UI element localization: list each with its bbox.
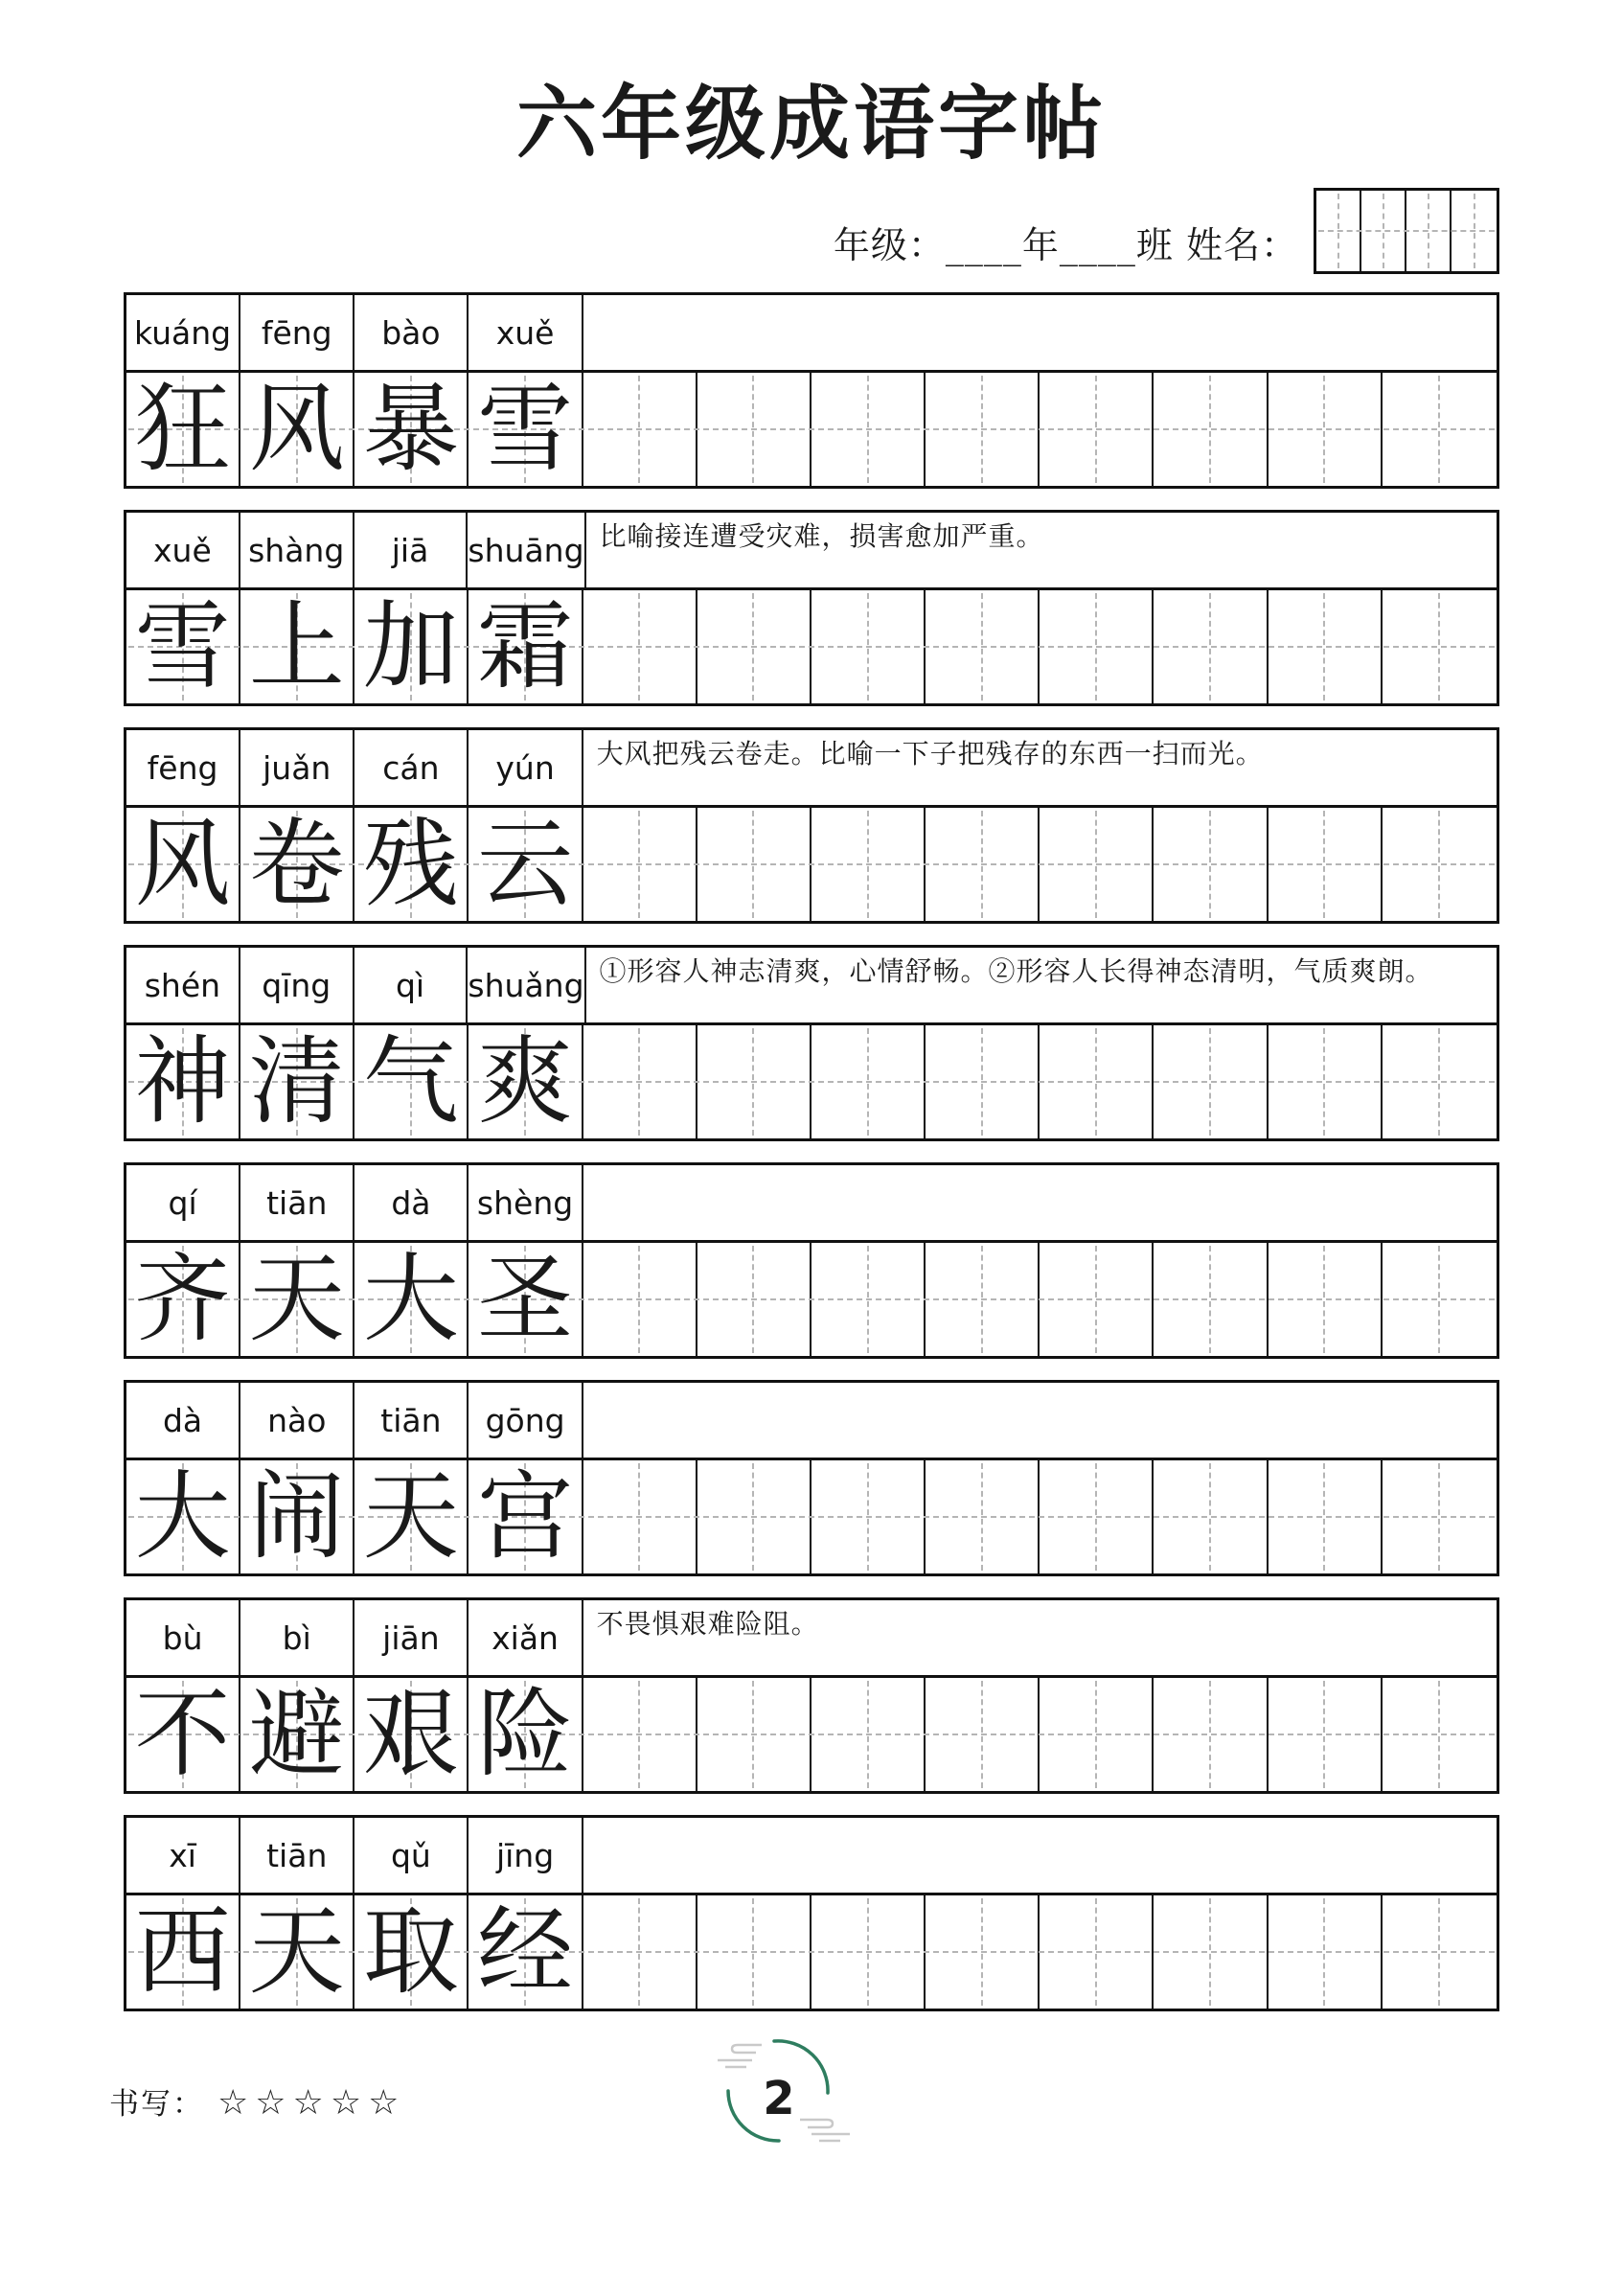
idiom-character: 大 bbox=[362, 1243, 459, 1355]
idiom-character: 齐 bbox=[134, 1243, 231, 1355]
idiom-character: 天 bbox=[248, 1895, 345, 2008]
practice-cell bbox=[1040, 808, 1154, 921]
idiom-character: 爽 bbox=[477, 1025, 574, 1137]
practice-cell bbox=[1040, 1025, 1154, 1138]
practice-cell bbox=[697, 808, 812, 921]
character-cell bbox=[126, 1243, 240, 1356]
character-cell bbox=[354, 590, 469, 703]
pinyin-cell: dà bbox=[126, 1383, 240, 1458]
page-number-decoration bbox=[706, 2035, 859, 2152]
idiom-character: 取 bbox=[362, 1895, 459, 2008]
idiom-block bbox=[124, 1815, 1499, 2011]
grade-name-row bbox=[834, 188, 1499, 274]
practice-cell bbox=[1269, 1678, 1383, 1791]
pinyin-cell: bì bbox=[240, 1600, 354, 1675]
character-cell bbox=[469, 1243, 583, 1356]
idiom-block bbox=[124, 945, 1499, 1141]
idiom-character: 圣 bbox=[477, 1243, 574, 1355]
practice-cell bbox=[583, 1243, 697, 1356]
idiom-block bbox=[124, 1380, 1499, 1576]
pinyin-cell: jiān bbox=[354, 1600, 469, 1675]
character-cell bbox=[240, 1025, 354, 1138]
idiom-character: 卷 bbox=[248, 808, 345, 920]
grade-name-line: 年级：____年____班 姓名： bbox=[833, 224, 1298, 266]
idiom-blocks bbox=[124, 292, 1499, 2032]
practice-cell bbox=[1040, 1243, 1154, 1356]
practice-cell bbox=[583, 1678, 697, 1791]
practice-cell bbox=[812, 590, 926, 703]
character-practice-row bbox=[126, 373, 1497, 486]
idiom-character: 雪 bbox=[477, 373, 574, 485]
definition-cell bbox=[583, 1818, 1497, 1893]
character-cell bbox=[354, 373, 469, 486]
practice-cell bbox=[697, 1460, 812, 1573]
pinyin-cell: qì bbox=[354, 948, 469, 1022]
practice-cell bbox=[1040, 1460, 1154, 1573]
character-cell bbox=[126, 373, 240, 486]
idiom-character: 天 bbox=[362, 1460, 459, 1573]
character-practice-row bbox=[126, 1895, 1497, 2009]
practice-cell bbox=[1269, 1460, 1383, 1573]
practice-cell bbox=[812, 1243, 926, 1356]
name-entry-grid bbox=[1314, 188, 1499, 274]
name-grid-cell bbox=[1406, 191, 1452, 271]
definition-cell bbox=[583, 1383, 1497, 1458]
pinyin-definition-row bbox=[126, 948, 1497, 1025]
practice-cell bbox=[697, 1678, 812, 1791]
character-cell bbox=[354, 1895, 469, 2009]
character-practice-row bbox=[126, 1678, 1497, 1791]
pinyin-cell: tiān bbox=[354, 1383, 469, 1458]
character-cell bbox=[126, 590, 240, 703]
practice-cell bbox=[697, 1895, 812, 2009]
character-cell bbox=[126, 808, 240, 921]
pinyin-cell: tiān bbox=[240, 1818, 354, 1893]
practice-cell bbox=[1269, 1243, 1383, 1356]
character-cell bbox=[469, 1678, 583, 1791]
star-rating-icons: ☆☆☆☆☆ bbox=[217, 2083, 406, 2123]
practice-cell bbox=[926, 1460, 1040, 1573]
pinyin-definition-row bbox=[126, 1383, 1497, 1460]
character-cell bbox=[126, 1025, 240, 1138]
idiom-character: 清 bbox=[248, 1025, 345, 1137]
practice-cell bbox=[1154, 373, 1268, 486]
practice-cell bbox=[583, 590, 697, 703]
practice-cell bbox=[697, 373, 812, 486]
practice-cell bbox=[1154, 1243, 1268, 1356]
character-cell bbox=[240, 590, 354, 703]
name-grid-cell bbox=[1452, 191, 1497, 271]
character-cell bbox=[354, 1025, 469, 1138]
idiom-block bbox=[124, 1597, 1499, 1794]
idiom-character: 经 bbox=[477, 1895, 574, 2008]
practice-cell bbox=[926, 808, 1040, 921]
idiom-character: 避 bbox=[248, 1678, 345, 1790]
character-cell bbox=[126, 1460, 240, 1573]
definition-cell bbox=[583, 295, 1497, 370]
pinyin-cell: shén bbox=[126, 948, 240, 1022]
idiom-character: 西 bbox=[134, 1895, 231, 2008]
idiom-block bbox=[124, 727, 1499, 924]
practice-cell bbox=[1269, 590, 1383, 703]
practice-cell bbox=[583, 1460, 697, 1573]
idiom-character: 云 bbox=[477, 808, 574, 920]
practice-cell bbox=[1154, 808, 1268, 921]
character-practice-row bbox=[126, 590, 1497, 703]
definition-cell bbox=[583, 1165, 1497, 1240]
practice-cell bbox=[812, 1460, 926, 1573]
name-grid-cell bbox=[1316, 191, 1361, 271]
idiom-character: 宫 bbox=[477, 1460, 574, 1573]
pinyin-cell: gōng bbox=[469, 1383, 583, 1458]
pinyin-cell: kuáng bbox=[126, 295, 240, 370]
pinyin-cell: juǎn bbox=[240, 730, 354, 805]
character-cell bbox=[469, 373, 583, 486]
character-cell bbox=[240, 1895, 354, 2009]
idiom-character: 残 bbox=[362, 808, 459, 920]
character-cell bbox=[126, 1678, 240, 1791]
pinyin-cell: xiǎn bbox=[469, 1600, 583, 1675]
pinyin-definition-row bbox=[126, 513, 1497, 590]
practice-cell bbox=[583, 1895, 697, 2009]
practice-cell bbox=[1269, 808, 1383, 921]
idiom-block bbox=[124, 1162, 1499, 1359]
definition-cell: 比喻接连遭受灾难，损害愈加严重。 bbox=[599, 520, 1044, 552]
definition-cell: 不畏惧艰难险阻。 bbox=[596, 1608, 819, 1640]
practice-cell bbox=[697, 1243, 812, 1356]
page-title: 六年级成语字帖 bbox=[515, 76, 1107, 171]
practice-cell bbox=[697, 590, 812, 703]
pinyin-definition-row bbox=[126, 295, 1497, 373]
practice-cell bbox=[1383, 1895, 1497, 2009]
practice-cell bbox=[812, 808, 926, 921]
pinyin-cell: xuě bbox=[469, 295, 583, 370]
character-cell bbox=[469, 590, 583, 703]
pinyin-cell: fēng bbox=[126, 730, 240, 805]
practice-cell bbox=[812, 1678, 926, 1791]
pinyin-cell: tiān bbox=[240, 1165, 354, 1240]
pinyin-definition-row bbox=[126, 1165, 1497, 1243]
pinyin-definition-row bbox=[126, 730, 1497, 808]
pinyin-cell: qí bbox=[126, 1165, 240, 1240]
idiom-character: 气 bbox=[362, 1025, 459, 1137]
pinyin-cell: nào bbox=[240, 1383, 354, 1458]
character-cell bbox=[469, 1460, 583, 1573]
idiom-character: 不 bbox=[134, 1678, 231, 1790]
practice-cell bbox=[1383, 373, 1497, 486]
idiom-character: 天 bbox=[248, 1243, 345, 1355]
character-practice-row bbox=[126, 1243, 1497, 1356]
pinyin-cell: qǔ bbox=[354, 1818, 469, 1893]
character-cell bbox=[469, 1895, 583, 2009]
pinyin-cell: shuǎng bbox=[468, 948, 585, 1022]
practice-cell bbox=[1383, 590, 1497, 703]
character-practice-row bbox=[126, 1460, 1497, 1573]
pinyin-definition-row bbox=[126, 1818, 1497, 1895]
practice-cell bbox=[1269, 1895, 1383, 2009]
character-cell bbox=[240, 1678, 354, 1791]
practice-cell bbox=[1383, 1243, 1497, 1356]
practice-cell bbox=[926, 373, 1040, 486]
definition-cell: ①形容人神志清爽，心情舒畅。②形容人长得神态清明，气质爽朗。 bbox=[599, 955, 1433, 987]
pinyin-cell: xuě bbox=[126, 513, 240, 587]
idiom-block bbox=[124, 510, 1499, 706]
idiom-character: 风 bbox=[248, 373, 345, 485]
practice-cell bbox=[1383, 1025, 1497, 1138]
character-cell bbox=[240, 1460, 354, 1573]
writing-score-label: 书写： bbox=[109, 2087, 204, 2122]
practice-cell bbox=[926, 1678, 1040, 1791]
character-cell bbox=[469, 1025, 583, 1138]
idiom-character: 险 bbox=[477, 1678, 574, 1790]
pinyin-cell: qīng bbox=[240, 948, 354, 1022]
idiom-block bbox=[124, 292, 1499, 489]
practice-cell bbox=[926, 1895, 1040, 2009]
character-cell bbox=[354, 1460, 469, 1573]
pinyin-cell: shuāng bbox=[468, 513, 585, 587]
practice-cell bbox=[1154, 1025, 1268, 1138]
practice-cell bbox=[583, 1025, 697, 1138]
idiom-character: 艰 bbox=[362, 1678, 459, 1790]
character-cell bbox=[126, 1895, 240, 2009]
pinyin-cell: bù bbox=[126, 1600, 240, 1675]
character-cell bbox=[240, 808, 354, 921]
pinyin-cell: fēng bbox=[240, 295, 354, 370]
pinyin-cell: xī bbox=[126, 1818, 240, 1893]
practice-cell bbox=[1154, 1460, 1268, 1573]
writing-score bbox=[109, 2079, 405, 2123]
practice-cell bbox=[926, 1025, 1040, 1138]
idiom-character: 大 bbox=[134, 1460, 231, 1573]
pinyin-cell: jīng bbox=[469, 1818, 583, 1893]
practice-cell bbox=[1154, 1678, 1268, 1791]
practice-cell bbox=[583, 373, 697, 486]
practice-cell bbox=[1040, 1678, 1154, 1791]
idiom-character: 神 bbox=[134, 1025, 231, 1137]
character-cell bbox=[240, 373, 354, 486]
practice-cell bbox=[1383, 1678, 1497, 1791]
idiom-character: 狂 bbox=[134, 373, 231, 485]
practice-cell bbox=[1040, 373, 1154, 486]
idiom-character: 加 bbox=[362, 590, 459, 702]
practice-cell bbox=[812, 1895, 926, 2009]
pinyin-cell: bào bbox=[354, 295, 469, 370]
character-cell bbox=[354, 1678, 469, 1791]
pinyin-definition-row bbox=[126, 1600, 1497, 1678]
idiom-character: 雪 bbox=[134, 590, 231, 702]
practice-cell bbox=[1154, 1895, 1268, 2009]
character-practice-row bbox=[126, 808, 1497, 921]
practice-cell bbox=[1269, 1025, 1383, 1138]
pinyin-cell: jiā bbox=[354, 513, 469, 587]
character-practice-row bbox=[126, 1025, 1497, 1138]
practice-cell bbox=[583, 808, 697, 921]
character-cell bbox=[354, 808, 469, 921]
practice-cell bbox=[1383, 1460, 1497, 1573]
character-cell bbox=[469, 808, 583, 921]
character-cell bbox=[354, 1243, 469, 1356]
page-number: 2 bbox=[763, 2072, 795, 2125]
idiom-character: 霜 bbox=[477, 590, 574, 702]
pinyin-cell: shèng bbox=[469, 1165, 583, 1240]
practice-cell bbox=[926, 590, 1040, 703]
practice-cell bbox=[926, 1243, 1040, 1356]
practice-cell bbox=[1269, 373, 1383, 486]
pinyin-cell: cán bbox=[354, 730, 469, 805]
pinyin-cell: dà bbox=[354, 1165, 469, 1240]
practice-cell bbox=[697, 1025, 812, 1138]
practice-cell bbox=[1040, 1895, 1154, 2009]
character-cell bbox=[240, 1243, 354, 1356]
pinyin-cell: shàng bbox=[240, 513, 354, 587]
idiom-character: 上 bbox=[248, 590, 345, 702]
pinyin-cell: yún bbox=[469, 730, 583, 805]
idiom-character: 闹 bbox=[248, 1460, 345, 1573]
practice-cell bbox=[1383, 808, 1497, 921]
name-grid-cell bbox=[1361, 191, 1406, 271]
idiom-character: 暴 bbox=[362, 373, 459, 485]
practice-cell bbox=[812, 373, 926, 486]
practice-cell bbox=[1154, 590, 1268, 703]
practice-cell bbox=[1040, 590, 1154, 703]
definition-cell: 大风把残云卷走。比喻一下子把残存的东西一扫而光。 bbox=[596, 738, 1264, 769]
idiom-character: 风 bbox=[134, 808, 231, 920]
practice-cell bbox=[812, 1025, 926, 1138]
